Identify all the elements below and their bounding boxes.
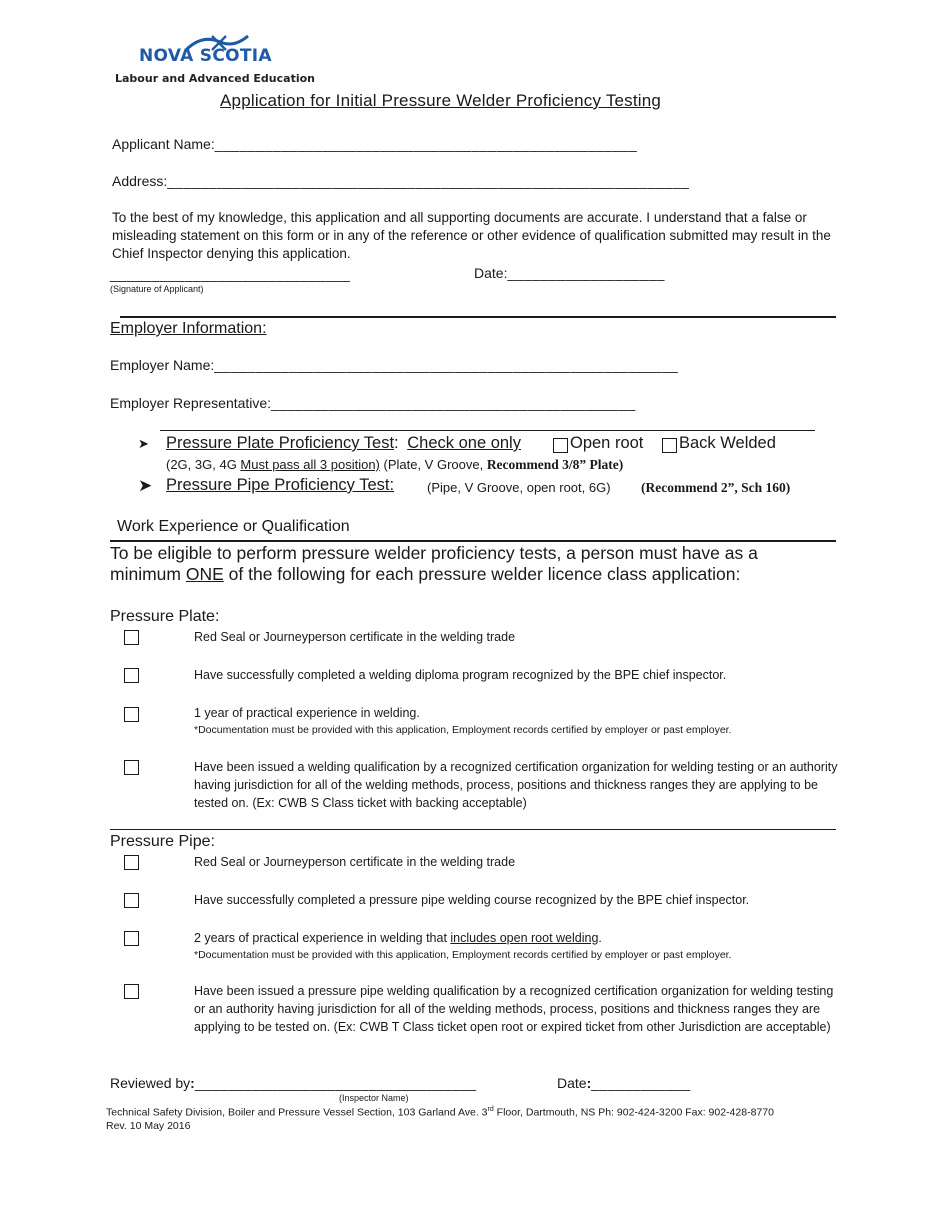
- applicant-name-label: Applicant Name:: [112, 136, 215, 152]
- bullet-arrow-icon: ➤: [138, 476, 153, 495]
- employer-heading: Employer Information:: [110, 320, 267, 337]
- reviewed-by-field[interactable]: __________________________________: [194, 1075, 477, 1091]
- plate-item-3-note: *Documentation must be provided with this application, Employment records certified by employer or past employer.: [194, 724, 732, 736]
- experience-heading: Work Experience or Qualification: [117, 518, 350, 535]
- pipe-item-4-text: Have been issued a pressure pipe welding qualification by a recognized certification organization for welding testing or an authority having jurisdiction for all of the welding methods, process, positions and thickness ranges they are applying to be tested on. (Ex: CWB T Class ticket open root or expired ticket from other Jurisdiction are acceptable): [194, 984, 834, 1034]
- intro-minimum: minimum: [110, 564, 186, 584]
- pipe-item-3-open-root: includes open root welding: [450, 931, 599, 945]
- experience-divider: [110, 540, 836, 542]
- pipe-recommend: (Recommend 2”, Sch 160): [641, 480, 791, 495]
- back-welded-label: Back Welded: [679, 434, 776, 452]
- pipe-item-3-text: [194, 931, 602, 945]
- employer-divider: [160, 430, 815, 431]
- reviewed-by-label: Reviewed by: [110, 1075, 191, 1091]
- plate-groove: (Plate, V Groove,: [379, 457, 487, 472]
- signature-caption: (Signature of Applicant): [110, 284, 204, 294]
- pipe-test-colon: :: [389, 476, 395, 494]
- applicant-name-row[interactable]: [112, 136, 637, 152]
- plate-item-2-text: Have successfully completed a welding diploma program recognized by the BPE chief inspector.: [194, 668, 727, 682]
- plate-divider: [110, 829, 836, 830]
- review-date-colon: :: [586, 1075, 592, 1091]
- plate-must-pass: Must pass all 3 position): [240, 457, 380, 472]
- plate-recommend: Recommend 3/8” Plate): [486, 457, 624, 472]
- pipe-item-3-text-a: 2 years of practical experience in welding that: [194, 931, 451, 945]
- plate-item-3-checkbox[interactable]: [124, 707, 139, 722]
- address-field[interactable]: _______________________________________________________________: [167, 173, 690, 189]
- plate-item-4-text: Have been issued a welding qualification by a recognized certification organization for welding testing or an authority having jurisdiction for all of the welding methods, process, positions and thickness ranges they are applying to be tested on. (Ex: CWB S Class ticket with backing acceptable): [194, 760, 838, 810]
- address-row[interactable]: [112, 173, 689, 189]
- intro-one: ONE: [185, 564, 224, 584]
- applicant-date-row[interactable]: [474, 265, 665, 281]
- plate-test-details: [166, 457, 623, 473]
- plate-item-4-checkbox[interactable]: [124, 760, 139, 775]
- plate-item-1-text: Red Seal or Journeyperson certificate in the welding trade: [194, 630, 516, 644]
- pipe-item-3-checkbox[interactable]: [124, 931, 139, 946]
- declaration-text: To the best of my knowledge, this application and all supporting documents are accurate. I understand that a false or misleading statement on this form or in any of the reference or other evidence of qualification submitted may result in the Chief Inspector denying this application.: [112, 210, 831, 261]
- reviewed-by-row[interactable]: [110, 1075, 477, 1091]
- employer-rep-row[interactable]: [110, 395, 636, 411]
- pipe-test-label: Pressure Pipe Proficiency Test: [166, 476, 390, 494]
- pipe-heading: Pressure Pipe:: [110, 833, 215, 850]
- pipe-item-2-checkbox[interactable]: [124, 893, 139, 908]
- inspector-caption: (Inspector Name): [339, 1093, 409, 1103]
- reviewed-by-colon: :: [190, 1075, 195, 1091]
- open-root-label: Open root: [570, 434, 644, 452]
- pipe-item-3-text-b: .: [598, 931, 602, 945]
- back-welded-checkbox[interactable]: [662, 438, 677, 453]
- plate-item-1-checkbox[interactable]: [124, 630, 139, 645]
- employer-name-label: Employer Name:: [110, 357, 215, 373]
- pipe-item-1-checkbox[interactable]: [124, 855, 139, 870]
- footer-address: [106, 1106, 774, 1119]
- footer-revision: Rev. 10 May 2016: [106, 1120, 191, 1132]
- plate-test-label: Pressure Plate Proficiency Test: [166, 434, 395, 452]
- plate-positions: (2G, 3G, 4G: [166, 457, 241, 472]
- applicant-date-label: Date:: [474, 265, 508, 281]
- experience-intro-line1: To be eligible to perform pressure welder proficiency tests, a person must have as a: [110, 543, 758, 563]
- pipe-test-row: [166, 476, 394, 495]
- review-date-row[interactable]: [557, 1075, 691, 1091]
- plate-heading: Pressure Plate:: [110, 608, 220, 625]
- pipe-test-details: (Pipe, V Groove, open root, 6G): [427, 480, 611, 495]
- pipe-item-4-checkbox[interactable]: [124, 984, 139, 999]
- plate-item-2-checkbox[interactable]: [124, 668, 139, 683]
- applicant-name-field[interactable]: ___________________________________________________: [214, 136, 638, 152]
- plate-test-colon: :: [394, 434, 399, 452]
- check-one-only: Check one only: [407, 434, 521, 452]
- footer-address-sup: rd: [487, 1106, 494, 1113]
- employer-name-field[interactable]: ________________________________________________________: [214, 357, 679, 373]
- footer-address-b: Floor, Dartmouth, NS Ph: 902-424-3200 Fax: 902-428-8770: [493, 1106, 774, 1119]
- pipe-item-3-note: *Documentation must be provided with this application, Employment records certified by employer or past employer.: [194, 949, 732, 961]
- plate-test-row: [166, 434, 521, 453]
- org-name: NOVA SCOTIA: [139, 46, 272, 66]
- footer-address-a: Technical Safety Division, Boiler and Pressure Vessel Section, 103 Garland Ave. 3: [106, 1106, 488, 1119]
- pipe-item-2-text: Have successfully completed a pressure pipe welding course recognized by the BPE chief inspector.: [194, 893, 750, 907]
- applicant-date-field[interactable]: ___________________: [507, 265, 665, 281]
- open-root-checkbox[interactable]: [553, 438, 568, 453]
- review-date-label: Date: [557, 1075, 587, 1091]
- experience-intro-line2: [110, 564, 740, 585]
- page-title: Application for Initial Pressure Welder Proficiency Testing: [220, 91, 662, 110]
- employer-name-row[interactable]: [110, 357, 678, 373]
- bullet-arrow-icon: ➤: [138, 436, 149, 451]
- employer-rep-field[interactable]: ____________________________________________: [271, 395, 636, 411]
- review-date-field[interactable]: ____________: [591, 1075, 691, 1091]
- pipe-item-1-text: Red Seal or Journeyperson certificate in the welding trade: [194, 855, 516, 869]
- intro-rest: of the following for each pressure welder licence class application:: [223, 564, 741, 584]
- employer-rep-label: Employer Representative:: [110, 395, 272, 411]
- address-label: Address:: [112, 173, 168, 189]
- signature-field[interactable]: _____________________________: [110, 266, 351, 282]
- section-divider: [120, 316, 836, 318]
- plate-item-3-text: 1 year of practical experience in welding.: [194, 706, 420, 720]
- department-name: Labour and Advanced Education: [115, 72, 315, 85]
